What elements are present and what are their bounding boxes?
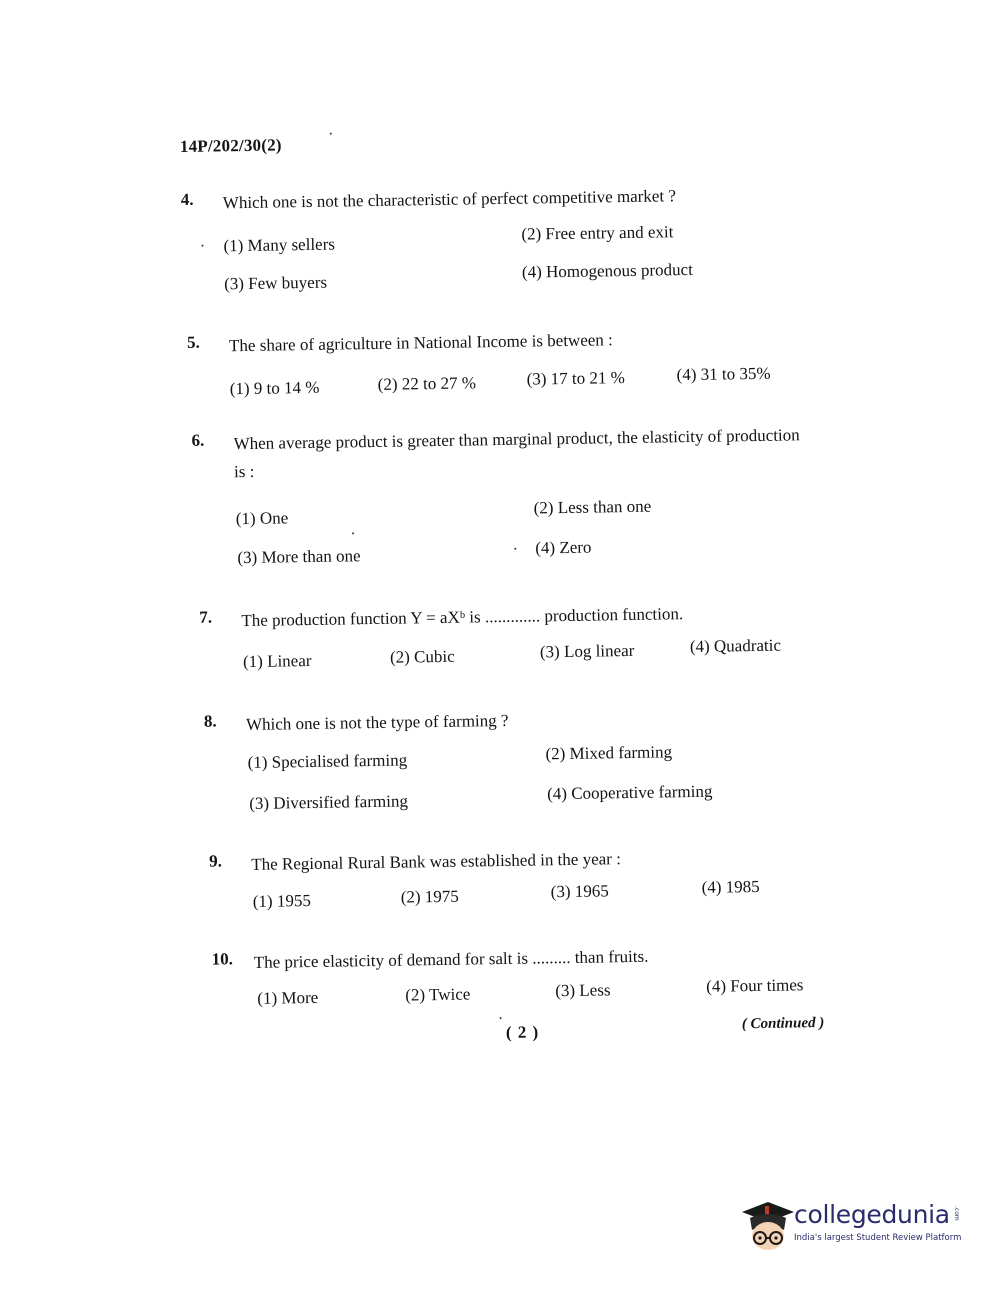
option-4-1: (1) Many sellers <box>223 234 336 256</box>
question-number: 10. <box>211 949 234 969</box>
option-6-2: (2) Less than one <box>533 496 652 518</box>
option-5-2: (2) 22 to 27 % <box>377 373 477 394</box>
option-6-1: (1) One <box>235 508 289 529</box>
option-7-1: (1) Linear <box>242 650 312 672</box>
question-number: 6. <box>191 430 205 450</box>
continued-label: ( Continued ) <box>741 1014 825 1033</box>
option-10-2: (2) Twice <box>405 984 471 1005</box>
option-4-4: (4) Homogenous product <box>521 259 694 282</box>
option-8-3: (3) Diversified farming <box>249 791 409 813</box>
question-text: Which one is not the type of farming ? <box>245 710 509 735</box>
logo-suffix: .com <box>953 1206 960 1221</box>
option-7-4: (4) Quadratic <box>689 635 782 657</box>
option-9-3: (3) 1965 <box>550 881 609 902</box>
scan-speck <box>352 532 354 534</box>
question-text: The production function Y = aXᵇ is ............. production function. <box>241 604 684 631</box>
mascot-icon <box>738 1196 796 1260</box>
logo-tagline: India's largest Student Review Platform <box>794 1233 962 1243</box>
scan-speck <box>514 548 516 550</box>
scan-speck <box>330 133 332 135</box>
question-text: The share of agriculture in National Income is between : <box>228 330 613 356</box>
question-number: 9. <box>209 851 223 871</box>
option-7-3: (3) Log linear <box>539 640 635 662</box>
option-6-4: (4) Zero <box>535 537 592 558</box>
option-9-4: (4) 1985 <box>701 876 760 897</box>
option-5-1: (1) 9 to 14 % <box>229 377 320 399</box>
question-number: 7. <box>199 607 213 627</box>
logo-wordmark: collegedunia <box>794 1200 950 1229</box>
question-text: Which one is not the characteristic of perfect competitive market ? <box>222 186 677 213</box>
option-7-2: (2) Cubic <box>389 646 455 667</box>
scan-speck <box>201 245 203 247</box>
collegedunia-logo <box>738 1196 968 1266</box>
question-text: The Regional Rural Bank was established in the year : <box>251 849 621 874</box>
option-8-1: (1) Specialised farming <box>247 750 408 773</box>
option-8-2: (2) Mixed farming <box>545 742 673 764</box>
question-text: The price elasticity of demand for salt is ......... than fruits. <box>253 946 649 972</box>
option-5-3: (3) 17 to 21 % <box>526 368 625 389</box>
question-number: 4. <box>180 189 194 209</box>
option-8-4: (4) Cooperative farming <box>547 781 713 804</box>
option-5-4: (4) 31 to 35% <box>676 363 771 385</box>
option-6-3: (3) More than one <box>237 546 361 568</box>
option-10-3: (3) Less <box>555 980 611 1001</box>
question-number: 8. <box>203 711 217 731</box>
option-10-1: (1) More <box>257 987 319 1008</box>
option-4-3: (3) Few buyers <box>223 272 328 294</box>
option-4-2: (2) Free entry and exit <box>521 222 674 244</box>
question-number: 5. <box>186 332 200 352</box>
option-9-2: (2) 1975 <box>400 886 459 907</box>
scan-speck <box>500 1017 502 1019</box>
option-10-4: (4) Four times <box>706 975 804 996</box>
question-text: When average product is greater than marginal product, the elasticity of production is : <box>233 425 800 482</box>
page-number: ( 2 ) <box>505 1022 540 1042</box>
option-9-1: (1) 1955 <box>252 891 312 911</box>
paper-code: 14P/202/30(2) <box>179 135 282 156</box>
